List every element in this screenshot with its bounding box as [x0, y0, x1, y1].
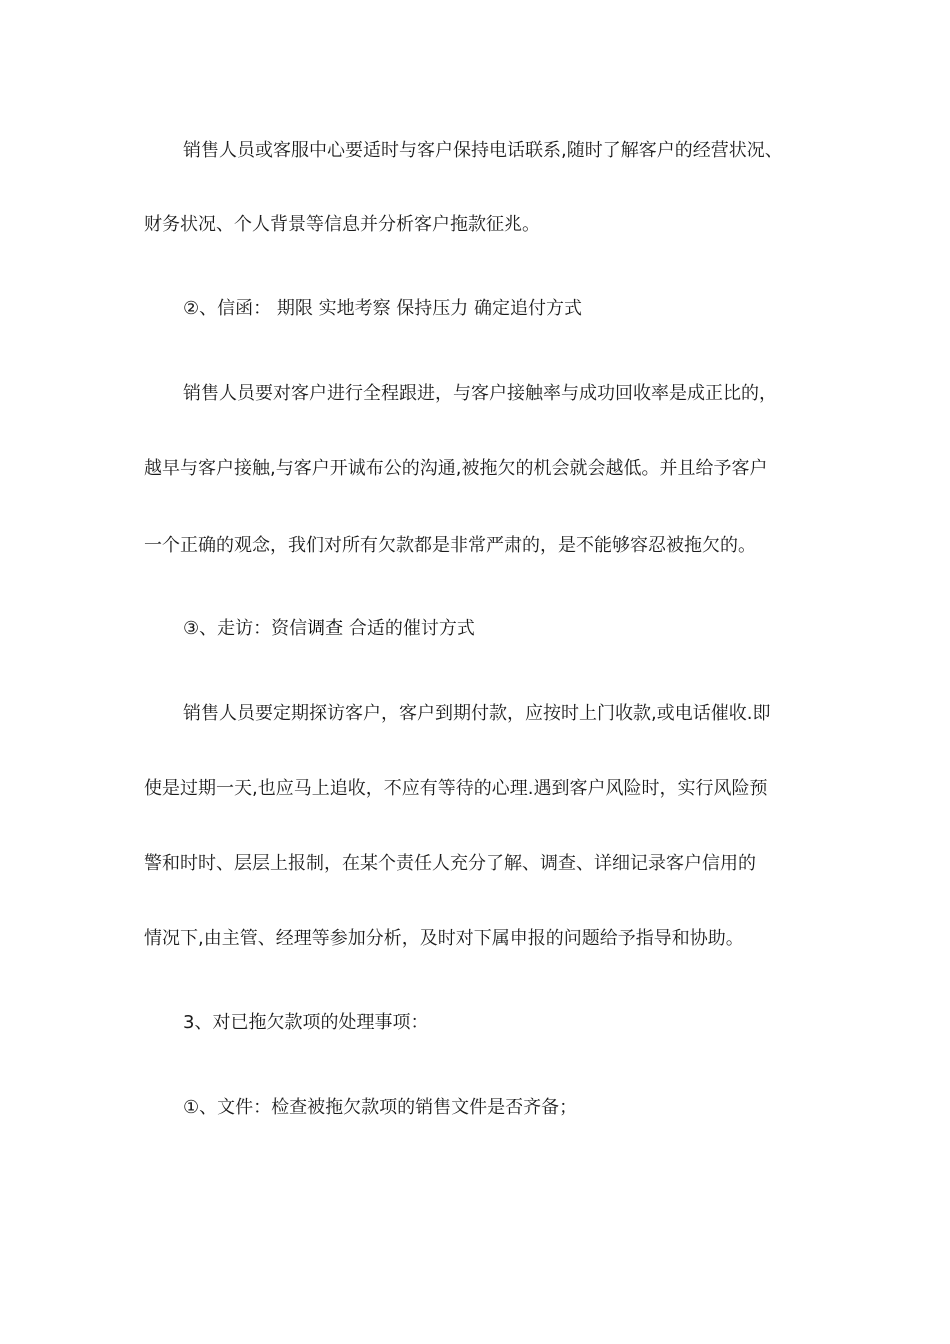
section-heading: 3、对已拖欠款项的处理事项：	[183, 1012, 429, 1033]
paragraph-line: 财务状况、个人背景等信息并分析客户拖款征兆。	[144, 214, 540, 235]
paragraph-line: 使是过期一天,也应马上追收，不应有等待的心理.遇到客户风险时，实行风险预	[144, 778, 768, 799]
paragraph-line: 销售人员要定期探访客户，客户到期付款，应按时上门收款,或电话催收.即	[183, 703, 771, 724]
paragraph-line: 情况下,由主管、经理等参加分析，及时对下属申报的问题给予指导和协助。	[144, 928, 744, 949]
paragraph-line: 越早与客户接触,与客户开诚布公的沟通,被拖欠的机会就会越低。并且给予客户	[144, 458, 768, 479]
section-heading	[183, 616, 853, 642]
heading-text: 合适的催讨方式	[343, 618, 475, 639]
paragraph-line: 销售人员要对客户进行全程跟进，与客户接触率与成功回收率是成正比的，	[183, 383, 777, 404]
heading-text: ③、走访：资信	[183, 618, 308, 639]
section-heading: ②、信函： 期限 实地考察 保持压力 确定追付方式	[183, 298, 583, 319]
paragraph-line: 一个正确的观念，我们对所有欠款都是非常严肃的，是不能够容忍被拖欠的。	[144, 535, 756, 556]
paragraph-line: 销售人员或客服中心要适时与客户保持电话联系,随时了解客户的经营状况、	[183, 140, 783, 161]
heading-emphasis: 调查	[307, 618, 344, 639]
paragraph-line: ①、文件：检查被拖欠款项的销售文件是否齐备；	[183, 1097, 578, 1118]
paragraph-line: 警和时时、层层上报制，在某个责任人充分了解、调查、详细记录客户信用的	[144, 853, 756, 874]
